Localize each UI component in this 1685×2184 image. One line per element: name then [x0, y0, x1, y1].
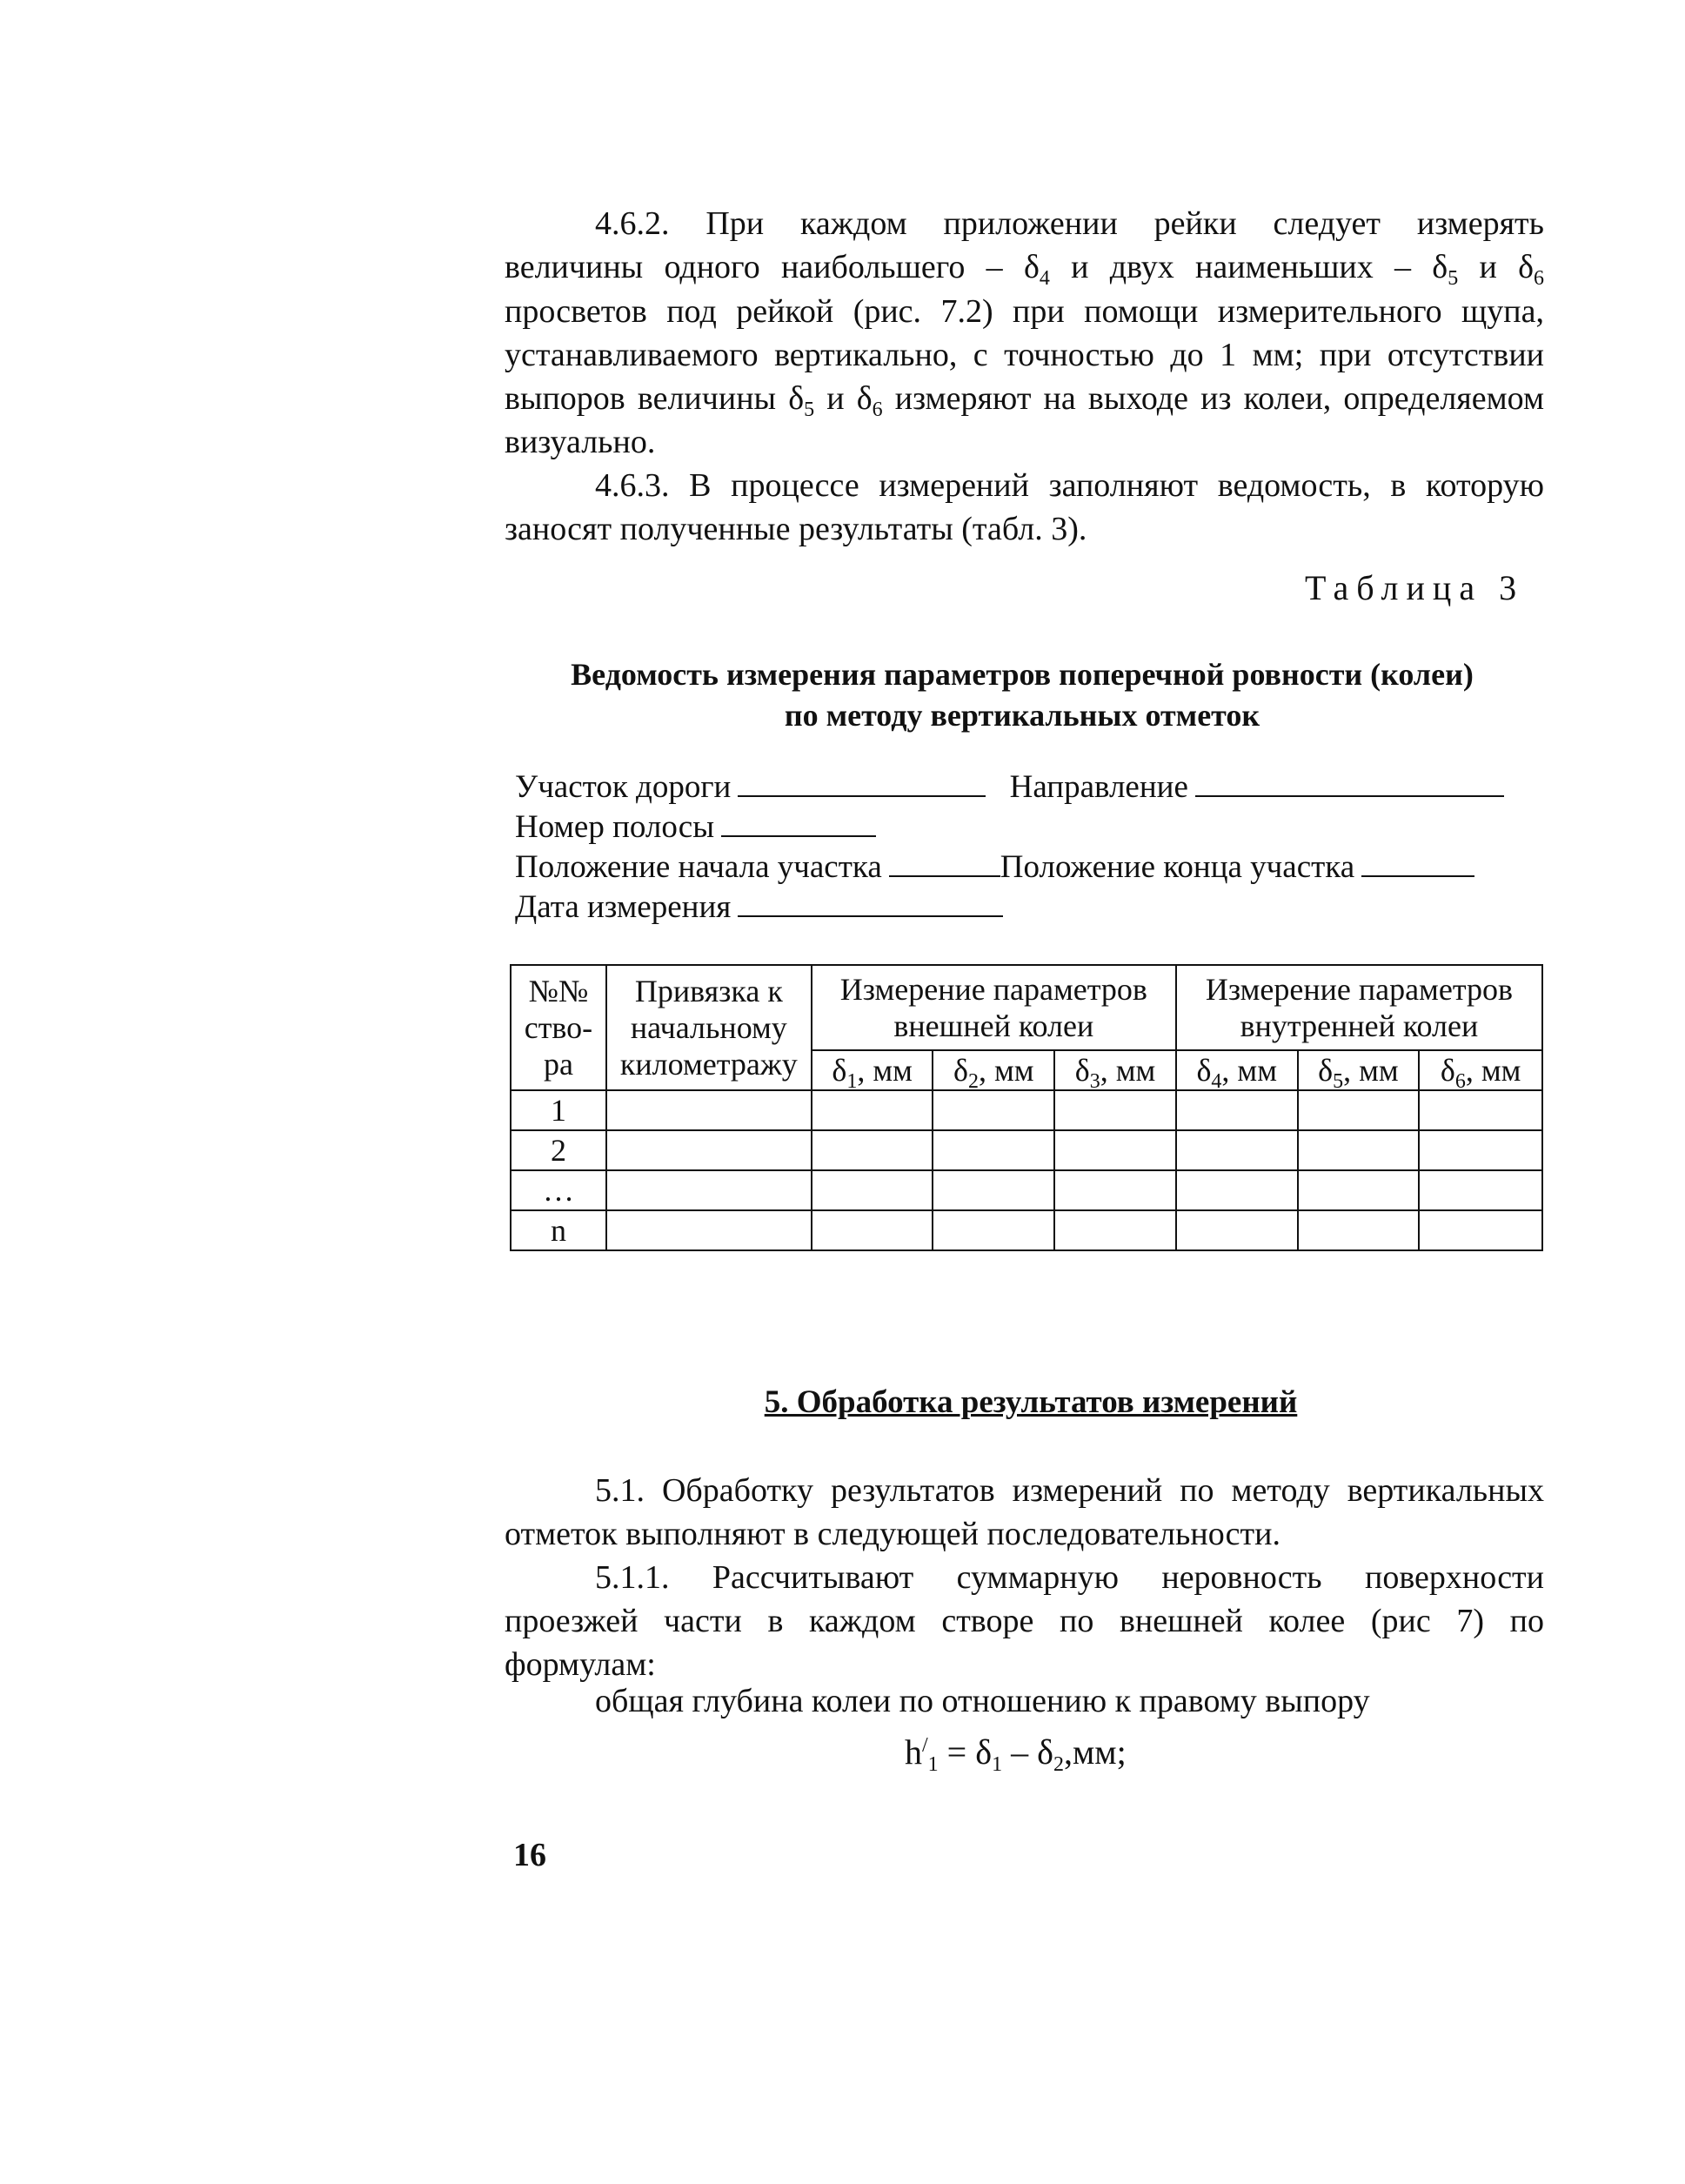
field-row-lane: [515, 806, 876, 847]
page-number: 16: [513, 1837, 546, 1873]
table-cell: [1298, 1210, 1420, 1250]
table-cell: [606, 1130, 812, 1170]
table-cell: [1054, 1090, 1176, 1130]
subheader-delta-2: $\delta_2$, мм: [933, 1050, 1054, 1090]
field-row-positions: [515, 846, 1474, 888]
lane-number-blank: [721, 806, 876, 837]
table-cell: [812, 1210, 933, 1250]
table-cell: [1298, 1170, 1420, 1210]
row-number-cell: …: [511, 1170, 606, 1210]
table-cell: [933, 1210, 1054, 1250]
direction-blank: [1195, 766, 1504, 797]
paragraph-5-1-1-line1: 5.1.1. Рассчитывают суммарную неровность поверхности: [595, 1559, 1544, 1596]
table-cell: [1176, 1090, 1298, 1130]
table-cell: [1054, 1170, 1176, 1210]
table-title-line1: Ведомость измерения параметров поперечной ровности (колеи): [571, 657, 1474, 692]
table-cell: [606, 1210, 812, 1250]
table-title: [505, 654, 1540, 736]
paragraph-4-6-2-line5: выпоров величины $\delta_5$ и $\delta_6$ измеряют на выходе из колеи, определяемом: [505, 380, 1545, 421]
paragraph-4-6-2-line6: визуально.: [505, 424, 656, 460]
header-inner-track: Измерение параметров внутренней колеи: [1176, 965, 1542, 1050]
table-cell: [1176, 1210, 1298, 1250]
measure-date-blank: [738, 886, 1003, 917]
paragraph-4-6-2-line1: 4.6.2. При каждом приложении рейки следует измерять: [595, 205, 1544, 242]
table-cell: [812, 1130, 933, 1170]
paragraph-4-6-2-line2: величины одного наибольшего – $\delta_4$ и двух наименьших – $\delta_5$ и $\delta_6$: [505, 249, 1545, 290]
section-5-heading: 5. Обработка результатов измерений: [764, 1384, 1298, 1420]
paragraph-4-6-3-line2: заносят полученные результаты (табл. 3).: [505, 511, 1087, 547]
paragraph-5-1-1-line2: проезжей части в каждом створе по внешней колее (рис 7) по: [505, 1603, 1544, 1639]
measure-date-label: Дата измерения: [515, 889, 732, 925]
table-row: [511, 1170, 1542, 1210]
table-cell: [1419, 1090, 1542, 1130]
subheader-delta-4: $\delta_4$, мм: [1176, 1050, 1298, 1090]
start-position-label: Положение начала участка: [515, 849, 882, 885]
paragraph-4-6-3-line1: 4.6.3. В процессе измерений заполняют ведомость, в которую: [595, 467, 1544, 504]
lane-number-label: Номер полосы: [515, 809, 715, 845]
table-cell: [1176, 1130, 1298, 1170]
road-section-label: Участок дороги: [515, 769, 732, 805]
header-outer-track: Измерение параметров внешней колеи: [812, 965, 1176, 1050]
paragraph-4-6-2-line3: просветов под рейкой (рис. 7.2) при помощи измерительного щупа,: [505, 293, 1544, 330]
table-cell: [1419, 1130, 1542, 1170]
table-cell: [933, 1130, 1054, 1170]
subheader-delta-1: $\delta_1$, мм: [812, 1050, 933, 1090]
subheader-delta-3: $\delta_3$, мм: [1054, 1050, 1176, 1090]
subheader-delta-5: $\delta_5$, мм: [1298, 1050, 1420, 1090]
table-cell: [1298, 1090, 1420, 1130]
header-km-reference: Привязка к начальному километражу: [606, 965, 812, 1090]
table-row: [511, 1210, 1542, 1250]
table-cell: [606, 1090, 812, 1130]
table-cell: [1419, 1210, 1542, 1250]
row-number-cell: 1: [511, 1090, 606, 1130]
table-cell: [1176, 1170, 1298, 1210]
end-position-blank: [1361, 846, 1474, 877]
paragraph-5-1-line1: 5.1. Обработку результатов измерений по методу вертикальных: [595, 1472, 1544, 1509]
header-station-number: №№ ство- ра: [511, 965, 606, 1090]
subheader-delta-6: $\delta_6$, мм: [1419, 1050, 1542, 1090]
direction-label: Направление: [1009, 769, 1188, 805]
table-cell: [606, 1170, 812, 1210]
table-cell: [1054, 1210, 1176, 1250]
paragraph-5-1-line2: отметок выполняют в следующей последовательности.: [505, 1516, 1280, 1552]
table-cell: [812, 1170, 933, 1210]
row-number-cell: 2: [511, 1130, 606, 1170]
table-cell: [933, 1170, 1054, 1210]
table-cell: [812, 1090, 933, 1130]
measurement-table: [510, 964, 1543, 1251]
table-cell: [1298, 1130, 1420, 1170]
road-section-blank: [738, 766, 986, 797]
table-cell: [1054, 1130, 1176, 1170]
field-row-road: [515, 766, 1504, 807]
table-title-line2: по методу вертикальных отметок: [784, 698, 1260, 733]
table-cell: [933, 1090, 1054, 1130]
table-row: [511, 1130, 1542, 1170]
row-number-cell: n: [511, 1210, 606, 1250]
paragraph-4-6-2-line4: устанавливаемого вертикально, с точностью до 1 мм; при отсутствии: [505, 337, 1544, 373]
formula-h1: $h^/_1 = \delta_1 - \delta_2,мм$;: [905, 1732, 1127, 1776]
start-position-blank: [889, 846, 1000, 877]
table-label: Таблица 3: [1305, 568, 1525, 607]
table-header-row: [511, 965, 1542, 1050]
field-row-date: [515, 886, 1003, 928]
paragraph-general-depth: общая глубина колеи по отношению к правому выпору: [595, 1683, 1370, 1719]
end-position-label: Положение конца участка: [1000, 849, 1355, 885]
table-row: [511, 1090, 1542, 1130]
table-cell: [1419, 1170, 1542, 1210]
paragraph-5-1-1-line3: формулам:: [505, 1646, 656, 1683]
